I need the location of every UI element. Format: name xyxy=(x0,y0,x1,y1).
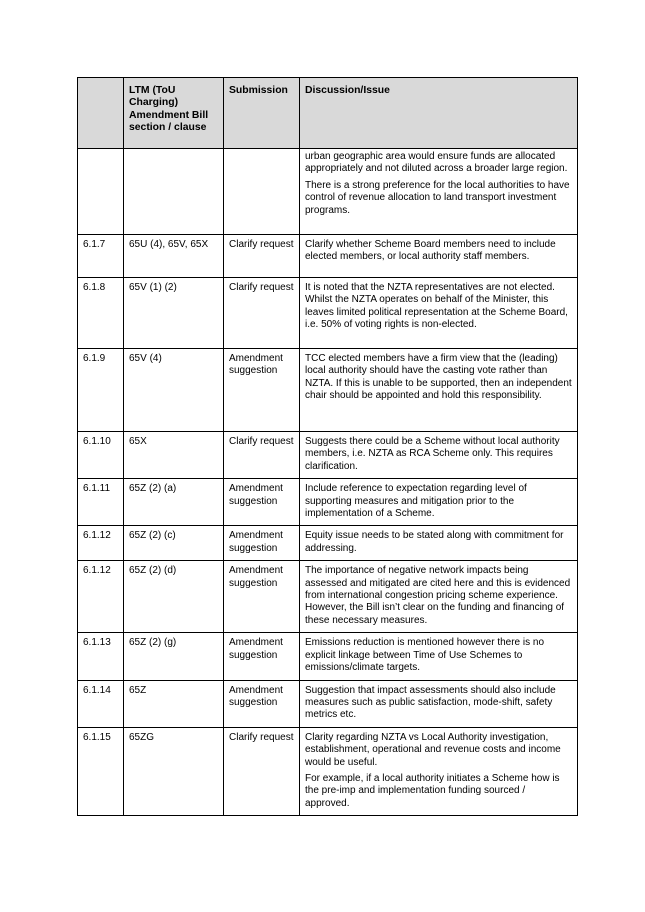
discussion-paragraph: The importance of negative network impacts being assessed and mitigated are cited here and this is evidenced from international congestion pricing scheme experience. However, the Bill isn’t clear on the funding and financing of these necessary measures. xyxy=(305,565,571,626)
ref-cell: 6.1.11 xyxy=(78,479,124,526)
clause-cell: 65V (4) xyxy=(124,349,224,432)
submission-cell: Amendment suggestion xyxy=(224,633,300,680)
submission-cell: Amendment suggestion xyxy=(224,479,300,526)
submission-cell xyxy=(224,149,300,235)
submission-cell: Clarify request xyxy=(224,727,300,815)
table-row xyxy=(78,680,578,727)
clause-cell xyxy=(124,149,224,235)
ref-cell: 6.1.7 xyxy=(78,235,124,278)
discussion-cell xyxy=(300,633,578,680)
header-clause: LTM (ToU Charging) Amendment Bill section / clause xyxy=(124,78,224,149)
discussion-paragraph: Clarity regarding NZTA vs Local Authority investigation, establishment, operational and revenue costs and income would be useful. xyxy=(305,731,561,768)
header-submission: Submission xyxy=(224,78,300,149)
discussion-cell xyxy=(300,149,578,235)
discussion-paragraph: There is a strong preference for the local authorities to have control of revenue allocation to land transport investment programs. xyxy=(305,179,570,216)
document-page xyxy=(77,77,577,816)
clause-cell: 65X xyxy=(124,432,224,479)
table-row xyxy=(78,633,578,680)
header-ref xyxy=(78,78,124,149)
discussion-paragraph: Suggests there could be a Scheme without local authority members, i.e. NZTA as RCA Scheme only. This requires clarification. xyxy=(305,436,560,472)
discussion-cell xyxy=(300,432,578,479)
clause-cell: 65Z (2) (d) xyxy=(124,561,224,633)
submission-cell: Clarify request xyxy=(224,432,300,479)
submission-cell: Clarify request xyxy=(224,278,300,349)
clause-cell: 65Z (2) (g) xyxy=(124,633,224,680)
discussion-cell xyxy=(300,349,578,432)
table-row xyxy=(78,149,578,235)
discussion-paragraph: Equity issue needs to be stated along with commitment for addressing. xyxy=(305,530,564,554)
ref-cell: 6.1.9 xyxy=(78,349,124,432)
ref-cell: 6.1.8 xyxy=(78,278,124,349)
discussion-cell xyxy=(300,526,578,561)
header-discussion: Discussion/Issue xyxy=(300,78,578,149)
clause-cell: 65V (1) (2) xyxy=(124,278,224,349)
table-row xyxy=(78,526,578,561)
discussion-paragraph: Clarify whether Scheme Board members need to include elected members, or local authority staff members. xyxy=(305,239,556,263)
table-row xyxy=(78,235,578,278)
discussion-cell xyxy=(300,278,578,349)
ref-cell: 6.1.10 xyxy=(78,432,124,479)
submission-cell: Amendment suggestion xyxy=(224,561,300,633)
discussion-paragraph: For example, if a local authority initiates a Scheme how is the pre-imp and implementation funding sourced / approved. xyxy=(305,772,560,809)
discussion-paragraph: It is noted that the NZTA representatives are not elected. Whilst the NZTA operates on behalf of the Minister, this leaves limited political representation at the Scheme Board, i.e. 50% of voting rights is non-elected. xyxy=(305,282,568,331)
submission-cell: Amendment suggestion xyxy=(224,680,300,727)
clause-cell: 65U (4), 65V, 65X xyxy=(124,235,224,278)
discussion-cell xyxy=(300,561,578,633)
table-row xyxy=(78,479,578,526)
clause-cell: 65ZG xyxy=(124,727,224,815)
ref-cell: 6.1.14 xyxy=(78,680,124,727)
submission-table xyxy=(77,77,578,816)
clause-cell: 65Z (2) (c) xyxy=(124,526,224,561)
discussion-cell xyxy=(300,235,578,278)
table-row xyxy=(78,278,578,349)
discussion-paragraph: TCC elected members have a firm view that the (leading) local authority should have the casting vote rather than NZTA. If this is unable to be supported, then an independent chair should be appointed and hold this responsibility. xyxy=(305,353,572,402)
ref-cell: 6.1.13 xyxy=(78,633,124,680)
clause-cell: 65Z (2) (a) xyxy=(124,479,224,526)
discussion-paragraph: Emissions reduction is mentioned however there is no explicit linkage between Time of Use Schemes to emissions/climate targets. xyxy=(305,637,545,674)
table-row xyxy=(78,727,578,815)
submission-cell: Amendment suggestion xyxy=(224,349,300,432)
discussion-cell xyxy=(300,680,578,727)
ref-cell: 6.1.15 xyxy=(78,727,124,815)
discussion-paragraph: Include reference to expectation regarding level of supporting measures and mitigation prior to the implementation of a Scheme. xyxy=(305,483,527,520)
submission-cell: Amendment suggestion xyxy=(224,526,300,561)
ref-cell: 6.1.12 xyxy=(78,561,124,633)
table-row xyxy=(78,432,578,479)
clause-cell: 65Z xyxy=(124,680,224,727)
table-header-row xyxy=(78,78,578,149)
discussion-paragraph: Suggestion that impact assessments should also include measures such as public satisfaction, mode-shift, safety metrics etc. xyxy=(305,684,556,721)
discussion-cell xyxy=(300,727,578,815)
discussion-cell xyxy=(300,479,578,526)
submission-cell: Clarify request xyxy=(224,235,300,278)
ref-cell xyxy=(78,149,124,235)
table-row xyxy=(78,349,578,432)
discussion-paragraph: urban geographic area would ensure funds are allocated appropriately and not diluted across a broader large region. xyxy=(305,151,568,175)
table-row xyxy=(78,561,578,633)
ref-cell: 6.1.12 xyxy=(78,526,124,561)
